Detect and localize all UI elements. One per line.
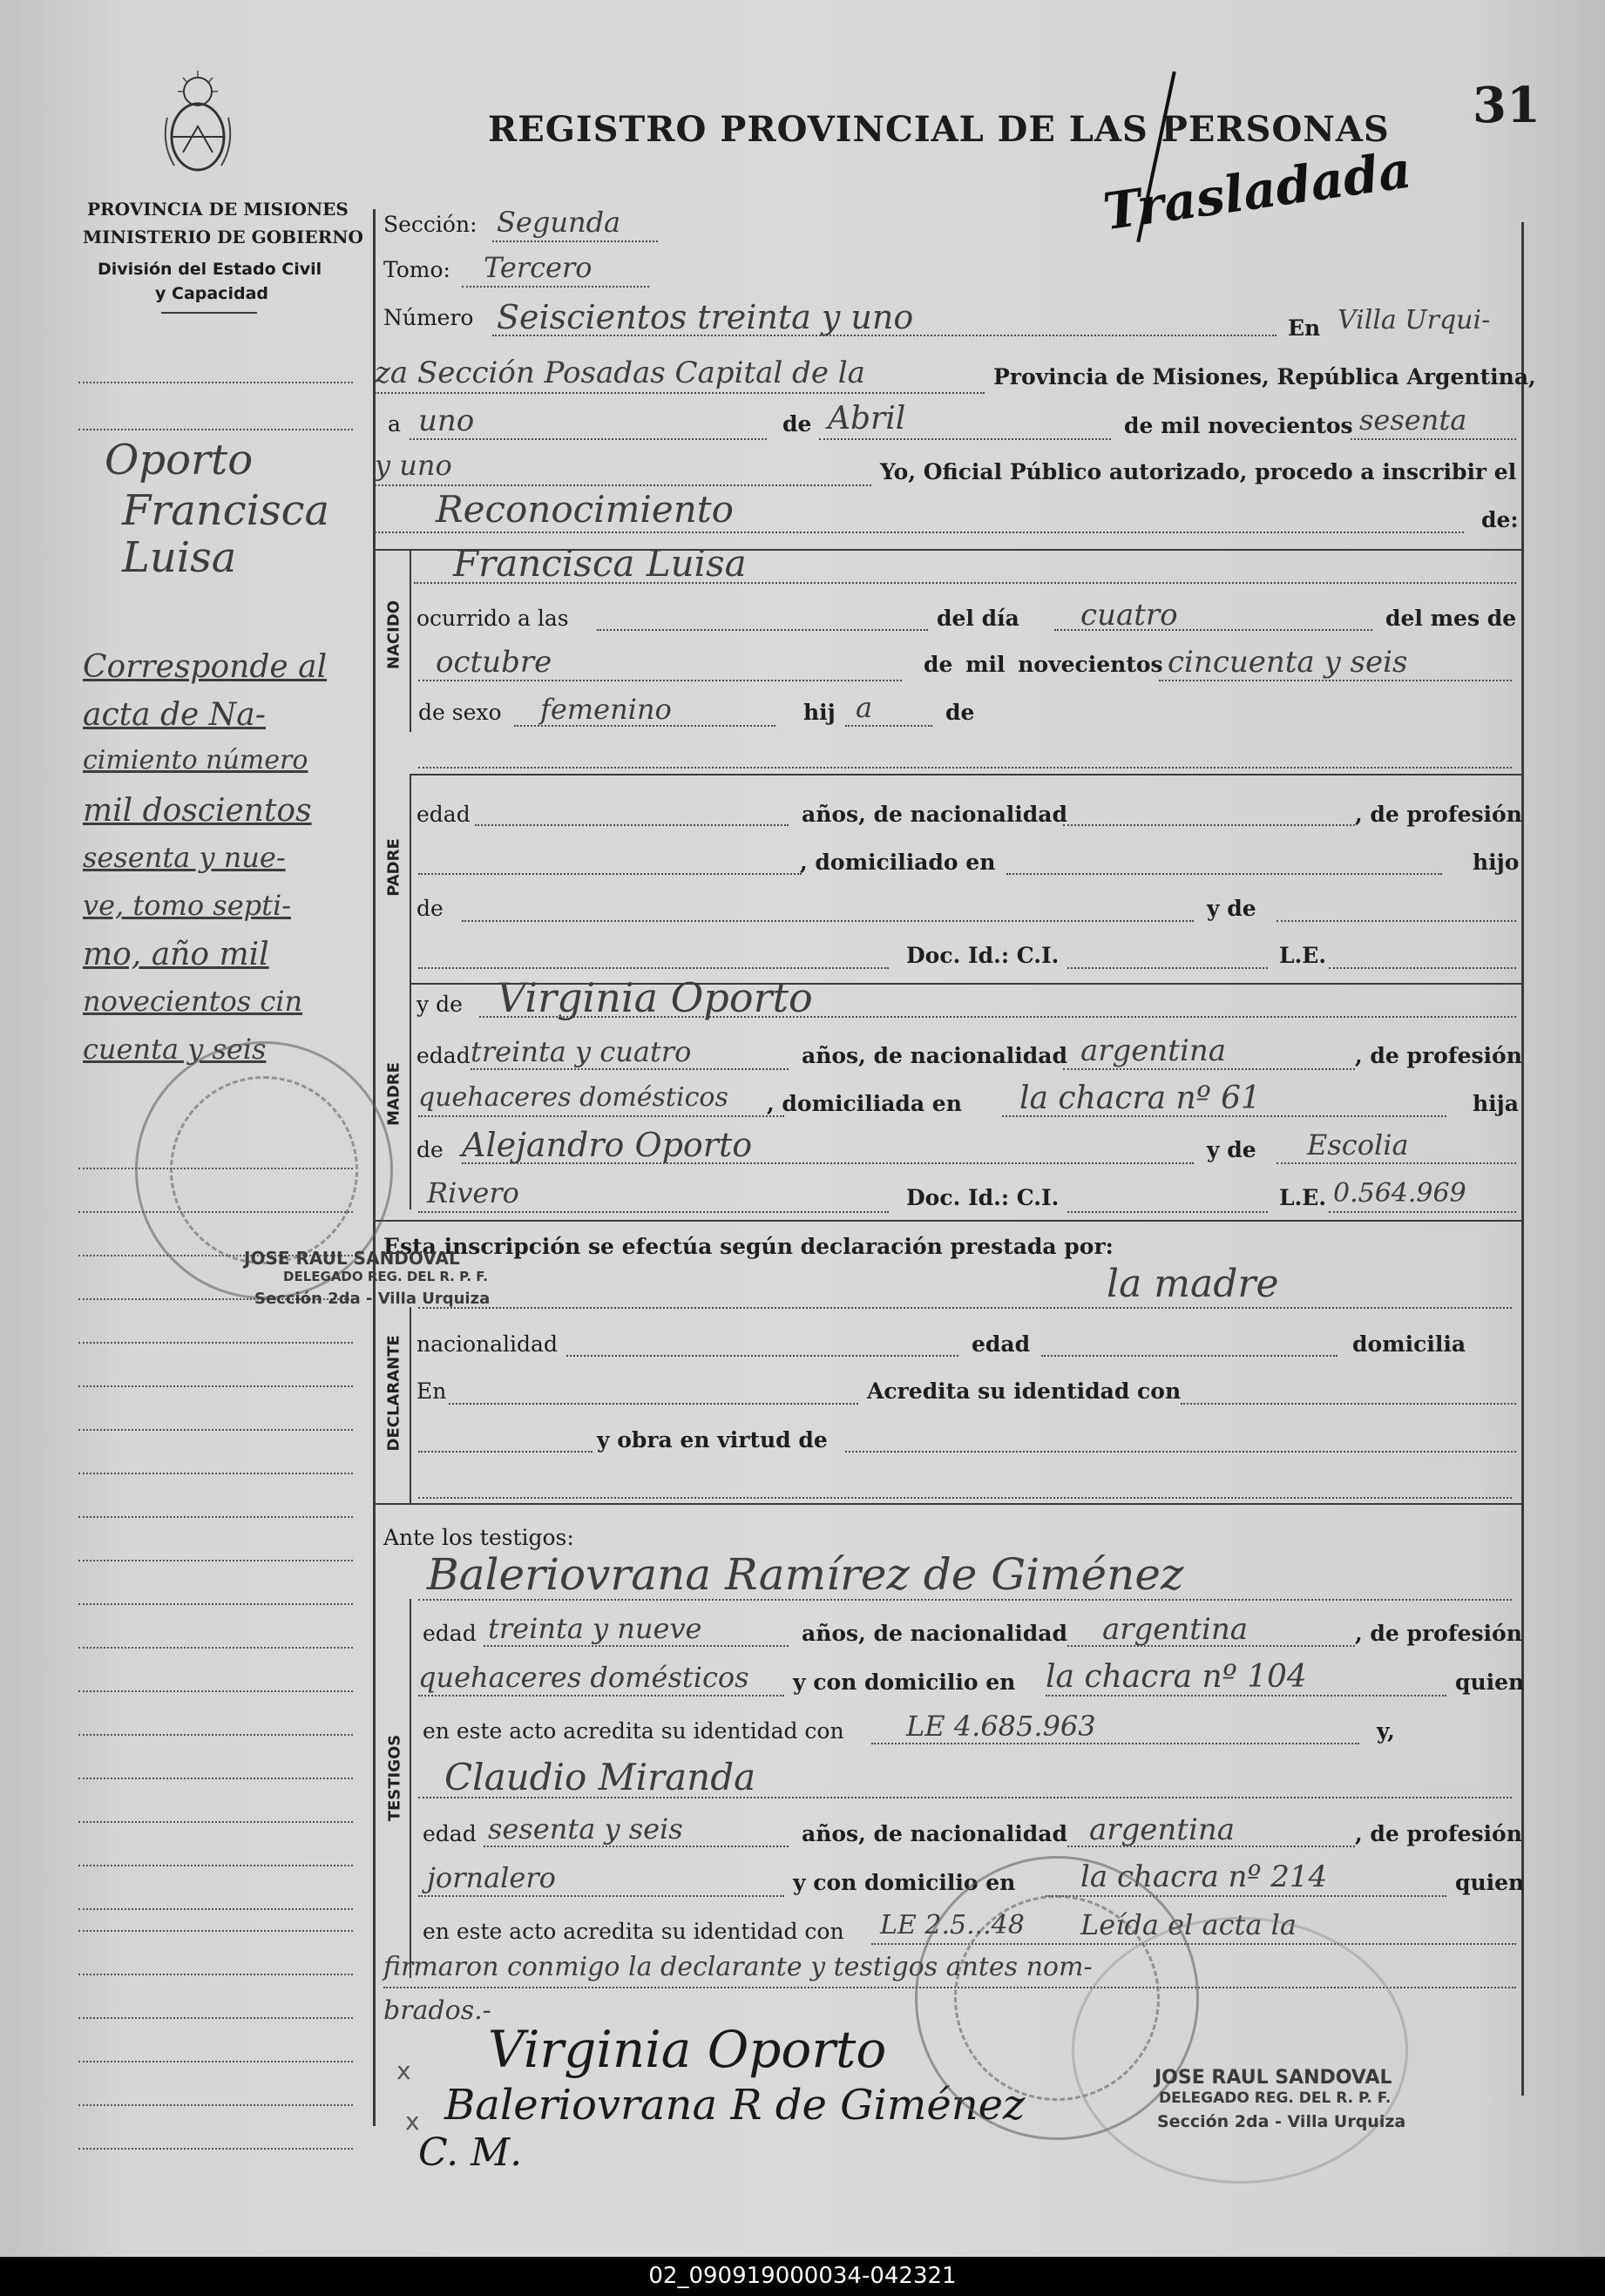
- madre-le-value: 0.564.969: [1333, 1178, 1466, 1209]
- madre-de-label: de: [416, 1137, 444, 1162]
- padre-edad-label: edad: [416, 802, 471, 827]
- testigo2-name-value: Claudio Miranda: [444, 1756, 756, 1798]
- t1-prof-value: quehaceres domésticos: [418, 1661, 749, 1694]
- t2-edad-value: sesenta y seis: [488, 1812, 683, 1846]
- declarante-edad-label: edad: [972, 1331, 1031, 1357]
- de-label-1: de: [782, 411, 812, 437]
- t1-anos-label: años, de nacionalidad: [802, 1621, 1067, 1646]
- dia-value: cuatro: [1080, 598, 1178, 633]
- madre-doc-label: Doc. Id.: C.I.: [906, 1185, 1060, 1210]
- seccion-label: Sección:: [383, 212, 477, 237]
- stamp1-name: JOSE RAUL SANDOVAL: [244, 1248, 460, 1269]
- signature-x-1: x: [396, 2056, 411, 2085]
- hij-suffix-value: a: [856, 691, 873, 724]
- stamp2-title: DELEGADO REG. DEL R. P. F.: [1159, 2089, 1392, 2107]
- declarante-en-label: En: [416, 1378, 447, 1404]
- page-title: REGISTRO PROVINCIAL DE LAS PERSONAS: [488, 109, 1390, 150]
- padre-de-label: de: [416, 896, 444, 921]
- madre-prof-value: quehaceres domésticos: [418, 1082, 728, 1113]
- stamp2-office: Sección 2da - Villa Urquiza: [1157, 2112, 1406, 2131]
- t1-nac-value: argentina: [1102, 1612, 1249, 1647]
- anio-value: sesenta: [1359, 403, 1467, 437]
- en-label: En: [1288, 315, 1321, 341]
- t1-dom-value: la chacra nº 104: [1046, 1659, 1307, 1695]
- del-mes-label: del mes de: [1385, 606, 1517, 631]
- division-underline: [161, 312, 257, 314]
- t2-profesion-label: , de profesión: [1355, 1821, 1522, 1846]
- margin-line-4: mil doscientos: [83, 793, 312, 829]
- margin-line-8: novecientos cin: [83, 985, 303, 1018]
- padre-hijo-label: hijo: [1473, 850, 1520, 875]
- margin-firstname: Francisca: [122, 486, 330, 535]
- a-label: a: [388, 411, 401, 437]
- madre-yde-label: y de: [416, 992, 463, 1017]
- sexo-value: femenino: [540, 693, 672, 726]
- numero-value: Seiscientos treinta y uno: [497, 298, 914, 336]
- madre-nac-value: argentina: [1080, 1033, 1227, 1068]
- signature-mother: Virginia Oporto: [488, 2020, 887, 2079]
- de-mil-label: de mil novecientos: [1124, 413, 1353, 438]
- t1-domicilio-label: y con domicilio en: [793, 1670, 1016, 1695]
- division-line1: División del Estado Civil: [98, 260, 322, 279]
- margin-line-9: cuenta y seis: [83, 1033, 267, 1066]
- t1-doc-value: LE 4.685.963: [906, 1710, 1096, 1743]
- t2-acredita-label: en este acto acredita su identidad con: [423, 1919, 844, 1944]
- division-line2: y Capacidad: [155, 284, 268, 303]
- padre-doc-label: Doc. Id.: C.I.: [906, 943, 1060, 968]
- margin-middlename: Luisa: [122, 533, 237, 582]
- tomo-label: Tomo:: [383, 257, 450, 282]
- a-value: uno: [418, 403, 475, 438]
- margin-line-3: cimiento número: [83, 745, 308, 775]
- form-right-border: [1521, 222, 1524, 2096]
- anio-value-2: y uno: [375, 449, 452, 482]
- t1-quien-label: quien: [1455, 1670, 1525, 1695]
- madre-profesion-label: , de profesión: [1355, 1043, 1522, 1068]
- declarante-domicilia-label: domicilia: [1352, 1331, 1466, 1357]
- mes-value: Abril: [828, 401, 906, 437]
- testigo1-name-value: Baleriovrana Ramírez de Giménez: [427, 1549, 1184, 1600]
- closing-line-2: firmaron conmigo la declarante y testigos antes nom-: [383, 1952, 1093, 1982]
- transferred-stamp: Trasladada: [1099, 139, 1415, 242]
- madre-le-label: L.E.: [1279, 1185, 1327, 1210]
- signature-witness1: Baleriovrana R de Giménez: [444, 2081, 1026, 2130]
- t1-y-label: y,: [1377, 1718, 1395, 1744]
- mes-nac-value: octubre: [436, 645, 552, 680]
- declarante-nac-label: nacionalidad: [416, 1331, 558, 1357]
- madre-label: MADRE: [384, 1062, 403, 1126]
- madre-dom-value: la chacra nº 61: [1019, 1080, 1261, 1116]
- closing-line-1: Leída el acta la: [1080, 1908, 1297, 1941]
- madre-padre-value: Alejandro Oporto: [462, 1126, 753, 1164]
- de-mil-nov-label: de mil novecientos: [924, 652, 1163, 677]
- seccion-value: Segunda: [497, 206, 621, 239]
- en-value-2: za Sección Posadas Capital de la: [375, 356, 865, 390]
- padre-anos-label: años, de nacionalidad: [802, 802, 1067, 827]
- hij-de-label: de: [945, 700, 975, 725]
- padre-profesion-label: , de profesión: [1355, 802, 1522, 827]
- madre-edad-value: treinta y cuatro: [471, 1035, 692, 1068]
- padre-yde-label: y de: [1207, 896, 1256, 921]
- t2-edad-label: edad: [423, 1821, 477, 1846]
- provincia-label: Provincia de Misiones, República Argentina,: [993, 364, 1536, 389]
- ocurrido-label: ocurrido a las: [416, 606, 569, 631]
- yo-label: Yo, Oficial Público autorizado, procedo a inscribir el: [880, 459, 1517, 484]
- t1-edad-label: edad: [423, 1621, 477, 1646]
- t2-nac-value: argentina: [1089, 1812, 1236, 1847]
- t2-dom-value: la chacra nº 214: [1080, 1859, 1328, 1894]
- madre-anos-label: años, de nacionalidad: [802, 1043, 1067, 1068]
- image-id-footer: 02_090919000034-042321: [0, 2257, 1605, 2296]
- declarante-label: DECLARANTE: [384, 1335, 403, 1452]
- madre-nombre-value: Virginia Oporto: [497, 974, 813, 1021]
- madre-domicilio-label: , domiciliada en: [767, 1091, 962, 1116]
- t2-doc-value: LE 2.5...48: [880, 1910, 1025, 1940]
- tipo-value: Reconocimiento: [436, 488, 734, 531]
- t1-profesion-label: , de profesión: [1355, 1621, 1522, 1646]
- testigos-side-label: TESTIGOS: [385, 1734, 404, 1822]
- declarante-obra-label: y obra en virtud de: [597, 1427, 828, 1453]
- page-number: 31: [1473, 77, 1541, 134]
- ministry-heading: MINISTERIO DE GOBIERNO: [83, 227, 363, 247]
- t2-prof-value: jornalero: [427, 1861, 556, 1894]
- testigos-label: Ante los testigos:: [383, 1525, 574, 1550]
- nacido-label: NACIDO: [384, 599, 403, 670]
- inscripcion-label: Esta inscripción se efectúa según declaración prestada por:: [383, 1234, 1114, 1259]
- madre-madre-value-2: Rivero: [427, 1176, 519, 1209]
- margin-line-7: mo, año mil: [83, 937, 269, 972]
- declarante-value: la madre: [1107, 1262, 1279, 1306]
- madre-edad-label: edad: [416, 1043, 471, 1068]
- del-dia-label: del día: [937, 606, 1019, 631]
- de-colon-label: de:: [1481, 507, 1519, 532]
- padre-domicilio-label: , domiciliado en: [800, 850, 996, 875]
- signature-witness2: C. M.: [418, 2130, 523, 2175]
- t2-quien-label: quien: [1455, 1870, 1525, 1895]
- en-value: Villa Urqui-: [1338, 305, 1491, 335]
- margin-line-2: acta de Na-: [83, 697, 266, 733]
- tomo-value: Tercero: [484, 251, 593, 284]
- closing-line-3: brados.-: [383, 1995, 491, 2026]
- margin-line-1: Corresponde al: [83, 649, 328, 685]
- nombre-value: Francisca Luisa: [453, 542, 747, 585]
- padre-le-label: L.E.: [1279, 943, 1327, 968]
- padre-label: PADRE: [384, 838, 403, 897]
- province-heading: PROVINCIA DE MISIONES: [87, 199, 349, 220]
- margin-surname: Oporto: [105, 436, 254, 484]
- anio-nac-value: cincuenta y seis: [1168, 645, 1408, 680]
- t1-edad-value: treinta y nueve: [488, 1612, 702, 1645]
- stamp1-title: DELEGADO REG. DEL R. P. F.: [283, 1269, 489, 1284]
- madre-hija-label: hija: [1473, 1091, 1519, 1116]
- de-sexo-label: de sexo: [418, 700, 502, 725]
- madre-yde-label-2: y de: [1207, 1137, 1256, 1162]
- t1-acredita-label: en este acto acredita su identidad con: [423, 1718, 844, 1744]
- coat-of-arms-icon: [157, 65, 240, 179]
- numero-label: Número: [383, 305, 474, 330]
- official-seal-right-2: [1072, 1917, 1408, 2184]
- t2-anos-label: años, de nacionalidad: [802, 1821, 1067, 1846]
- margin-line-6: ve, tomo septi-: [83, 889, 292, 922]
- t2-domicilio-label: y con domicilio en: [793, 1870, 1016, 1895]
- madre-madre-value: Escolia: [1307, 1128, 1409, 1162]
- official-seal-left-inner: [170, 1076, 358, 1264]
- hij-label: hij: [803, 700, 836, 725]
- stamp2-name: JOSE RAUL SANDOVAL: [1155, 2067, 1392, 2089]
- margin-line-5: sesenta y nue-: [83, 841, 286, 874]
- declarante-acredita-label: Acredita su identidad con: [867, 1378, 1182, 1404]
- stamp1-office: Sección 2da - Villa Urquiza: [254, 1290, 491, 1308]
- signature-x-2: x: [405, 2107, 420, 2136]
